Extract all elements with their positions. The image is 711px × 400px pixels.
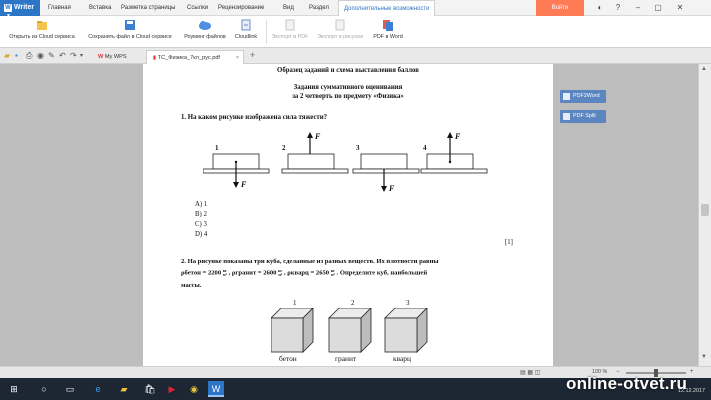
tab-label: My WPS bbox=[104, 54, 127, 60]
density-concrete: ρбетон = 2200 bbox=[181, 269, 222, 277]
density-quartz: , ρкварц = 2650 bbox=[283, 269, 330, 277]
wps-logo-icon: W bbox=[98, 54, 104, 60]
skin-icon[interactable]: ◐ bbox=[597, 3, 603, 12]
media-icon[interactable]: ▶ bbox=[168, 384, 176, 394]
ribbon-label: Сохранить файл в Cloud сервисе bbox=[88, 34, 172, 40]
option-d: D) 4 bbox=[195, 231, 208, 238]
figure-label-4: 4 bbox=[423, 144, 427, 152]
watermark: online-otvet.ru bbox=[566, 374, 688, 393]
ribbon-divider bbox=[266, 20, 267, 44]
force-label-2: F bbox=[315, 132, 321, 141]
cube-number-2: 2 bbox=[351, 299, 355, 307]
view-mode-icon[interactable]: ▤ ▦ ◫ bbox=[520, 370, 541, 376]
clock-date: 12.12.2017 bbox=[678, 388, 705, 394]
pdf-file-icon: ▮ bbox=[153, 55, 157, 61]
store-icon[interactable]: 🛍 bbox=[144, 384, 156, 394]
cube-concrete bbox=[271, 308, 313, 352]
pdf2word-icon bbox=[563, 93, 570, 100]
app-name: Writer bbox=[14, 4, 35, 11]
question-2: 2. На рисунке показаны три куба, сделанные из разных веществ. Их плотности равны bbox=[181, 258, 439, 265]
cloudlink-icon bbox=[239, 18, 253, 32]
scroll-up-icon[interactable]: ▲ bbox=[701, 66, 707, 72]
format-icon[interactable]: ✎ bbox=[48, 51, 55, 60]
ribbon-label: Экспорт в рисунок bbox=[317, 34, 363, 40]
cloud-save-icon bbox=[123, 18, 137, 32]
cloud-open-icon bbox=[35, 18, 49, 32]
menu-item-home[interactable]: Главная bbox=[48, 5, 71, 11]
preview-icon[interactable]: ◉ bbox=[37, 51, 44, 60]
menu-item-extra[interactable]: Дополнительные возможности bbox=[338, 0, 435, 16]
vertical-scrollbar[interactable] bbox=[698, 64, 711, 366]
unit-denominator: м³ bbox=[330, 272, 335, 277]
cube-number-3: 3 bbox=[406, 299, 410, 307]
save-cloud-button[interactable] bbox=[82, 18, 178, 40]
unit-fraction bbox=[278, 269, 282, 277]
ribbon-label: Cloudlink bbox=[234, 34, 258, 40]
app-menu-button[interactable] bbox=[0, 0, 40, 16]
question-1: 1. На каком рисунке изображена сила тяжести? bbox=[181, 114, 328, 121]
cubes-figure bbox=[271, 308, 431, 354]
unit-fraction bbox=[223, 269, 227, 277]
menu-item-insert[interactable]: Вставка bbox=[89, 5, 112, 11]
new-tab-icon[interactable]: + bbox=[250, 50, 256, 60]
figure-3 bbox=[353, 154, 419, 192]
figure-label-1: 1 bbox=[215, 144, 219, 152]
maximize-icon[interactable]: ▢ bbox=[654, 3, 662, 12]
login-button[interactable]: Войти bbox=[536, 0, 584, 16]
redo-icon[interactable]: ↷ bbox=[70, 51, 77, 60]
tab-bar bbox=[0, 48, 711, 64]
customize-icon[interactable]: ▾ bbox=[80, 53, 84, 59]
figure-label-2: 2 bbox=[282, 144, 286, 152]
figure-4 bbox=[421, 132, 487, 173]
writer-logo-icon: W bbox=[5, 5, 11, 11]
cube-quartz bbox=[385, 308, 427, 352]
cloudlink-button[interactable] bbox=[230, 18, 262, 40]
file-explorer-icon[interactable]: ▰ bbox=[120, 384, 128, 394]
minimize-icon[interactable]: – bbox=[635, 3, 641, 12]
menu-item-section[interactable]: Раздел bbox=[309, 5, 329, 11]
ribbon-label: PDF в Word bbox=[373, 34, 403, 40]
windows-start-icon[interactable]: ⊞ bbox=[10, 384, 18, 394]
unit-fraction bbox=[331, 269, 335, 277]
close-icon[interactable]: ✕ bbox=[676, 3, 684, 12]
print-icon[interactable]: ⎙ bbox=[26, 51, 33, 60]
cube-name-1: бетон bbox=[279, 354, 297, 363]
title-bar bbox=[0, 0, 711, 16]
cube-name-3: кварц bbox=[393, 354, 411, 363]
doc-subtitle-2: за 2 четверть по предмету «Физика» bbox=[292, 93, 404, 100]
cube-number-1: 1 bbox=[293, 299, 297, 307]
zoom-out-icon[interactable]: − bbox=[616, 369, 620, 375]
task-view-icon[interactable]: ▭ bbox=[65, 384, 75, 394]
help-icon[interactable]: ? bbox=[615, 3, 621, 12]
force-label-4: F bbox=[455, 132, 461, 141]
ribbon bbox=[0, 16, 711, 48]
pdf-split-icon bbox=[563, 113, 570, 120]
zoom-in-icon[interactable]: + bbox=[690, 369, 694, 375]
zoom-level: 100 % bbox=[592, 369, 608, 375]
save-icon[interactable]: ▪ bbox=[15, 51, 18, 60]
edge-icon[interactable]: e bbox=[95, 384, 101, 394]
menu-item-layout[interactable]: Разметка страницы bbox=[121, 5, 176, 11]
ribbon-label: Открыть из Cloud сервиса bbox=[9, 34, 75, 40]
question-2-tail: . Определите куб, наибольшей bbox=[336, 269, 428, 277]
pdf2word-side-button[interactable] bbox=[560, 90, 606, 103]
force-label-1: F bbox=[241, 180, 247, 189]
search-icon[interactable]: ○ bbox=[41, 384, 47, 394]
open-folder-icon[interactable]: ▰ bbox=[4, 51, 11, 60]
figure-1 bbox=[203, 154, 269, 188]
tab-label: ТС_Физика_7кл_рус.pdf bbox=[157, 55, 220, 61]
tab-document[interactable] bbox=[146, 50, 244, 64]
doc-subtitle-1: Задания суммативного оценивания bbox=[293, 84, 403, 91]
open-cloud-button[interactable] bbox=[4, 18, 80, 40]
export-pdf-icon bbox=[283, 18, 297, 32]
close-tab-icon[interactable]: × bbox=[235, 55, 239, 61]
menu-item-references[interactable]: Ссылки bbox=[187, 5, 209, 11]
option-b: B) 2 bbox=[195, 211, 207, 218]
scroll-down-icon[interactable]: ▼ bbox=[701, 354, 707, 360]
wps-writer-taskbar-icon[interactable]: W bbox=[208, 381, 224, 397]
roaming-icon bbox=[198, 18, 212, 32]
force-label-3: F bbox=[389, 184, 395, 193]
force-figures bbox=[203, 126, 493, 196]
unit-numerator: кг bbox=[278, 268, 283, 273]
export-image-button[interactable] bbox=[312, 18, 368, 40]
export-pdf-button[interactable] bbox=[268, 18, 312, 40]
unit-numerator: кг bbox=[330, 268, 335, 273]
figure-label-3: 3 bbox=[356, 144, 360, 152]
menu-item-review[interactable]: Рецензирование bbox=[218, 5, 265, 11]
side-button-label: PDF Split bbox=[573, 113, 596, 119]
scrollbar-thumb[interactable] bbox=[701, 204, 709, 216]
tab-my-wps[interactable] bbox=[92, 50, 133, 64]
cube-granite bbox=[329, 308, 371, 352]
option-c: C) 3 bbox=[195, 221, 207, 228]
pdf-to-word-icon bbox=[381, 18, 395, 32]
cube-name-2: гранит bbox=[335, 354, 357, 363]
doc-title: Образец заданий и схема выставления баллов bbox=[277, 67, 419, 74]
pdf-to-word-button[interactable] bbox=[368, 18, 408, 40]
side-button-label: PDF2Word bbox=[573, 93, 600, 99]
menu-item-view[interactable]: Вид bbox=[283, 5, 294, 11]
unit-denominator: м³ bbox=[222, 272, 227, 277]
unit-numerator: кг bbox=[222, 268, 227, 273]
density-granite: , ρгранит = 2600 bbox=[228, 269, 277, 277]
document-page bbox=[143, 64, 553, 366]
option-a: A) 1 bbox=[195, 201, 208, 208]
mark: [1] bbox=[505, 239, 513, 246]
unit-denominator: м³ bbox=[278, 272, 283, 277]
ribbon-label: Экспорт в PDF bbox=[271, 34, 309, 40]
export-image-icon bbox=[333, 18, 347, 32]
undo-icon[interactable]: ↶ bbox=[59, 51, 66, 60]
pdf-split-side-button[interactable] bbox=[560, 110, 606, 123]
question-2-end: массы. bbox=[181, 282, 202, 289]
chrome-icon[interactable]: ◉ bbox=[190, 384, 198, 394]
question-2-densities bbox=[181, 269, 519, 277]
roaming-button[interactable] bbox=[180, 18, 230, 40]
ribbon-label: Роуминг файлов bbox=[184, 34, 226, 40]
